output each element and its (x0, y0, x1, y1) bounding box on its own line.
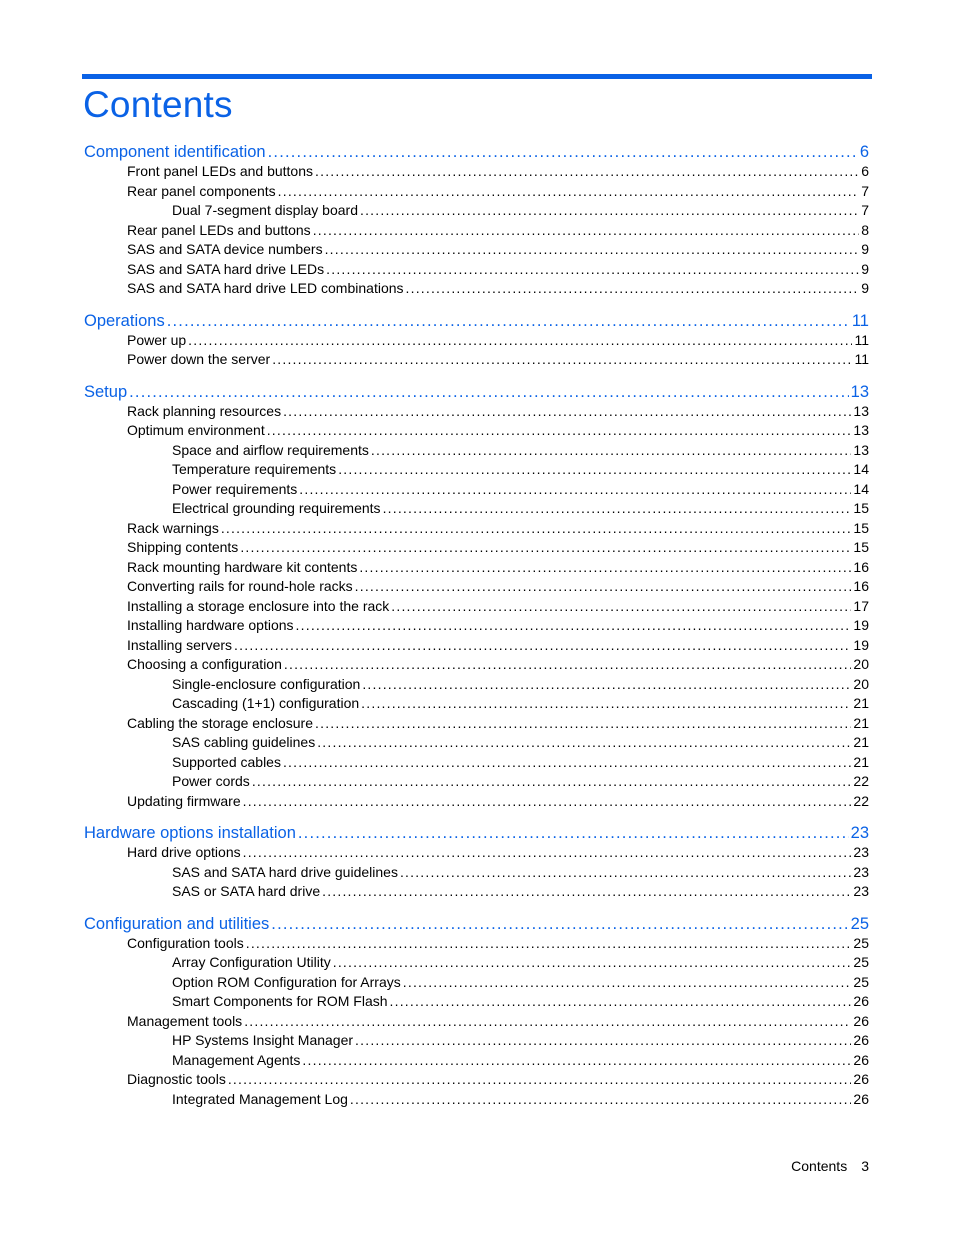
toc-entry-page: 26 (853, 993, 869, 1009)
toc-entry[interactable] (172, 460, 869, 479)
toc-entry-page: 16 (853, 558, 869, 575)
toc-entry-page: 19 (853, 636, 869, 653)
toc-entry-title: Operations (84, 311, 165, 330)
toc-entry[interactable] (127, 240, 869, 259)
toc-entry-title: Single-enclosure configuration (172, 675, 361, 692)
toc-entry-title: SAS and SATA hard drive guidelines (172, 863, 398, 880)
toc-entry-page: 15 (853, 539, 869, 555)
toc-dot-leader (383, 499, 852, 518)
toc-dot-leader (403, 973, 852, 992)
toc-entry[interactable] (127, 714, 869, 733)
toc-entry-page: 9 (861, 260, 869, 277)
toc-entry-page: 14 (853, 461, 869, 477)
toc-entry-title: Smart Components for ROM Flash (172, 993, 388, 1009)
footer-page-number: 3 (861, 1158, 869, 1174)
toc-entry[interactable] (172, 733, 869, 752)
toc-entry-title: SAS cabling guidelines (172, 734, 316, 750)
toc-entry-title: Rack mounting hardware kit contents (127, 558, 358, 575)
toc-entry[interactable] (127, 221, 869, 240)
toc-dot-leader (333, 953, 852, 972)
toc-dot-leader (271, 913, 848, 935)
toc-entry-page: 9 (861, 241, 869, 257)
toc-entry-title: Power up (127, 331, 187, 348)
toc-entry[interactable] (127, 279, 869, 298)
toc-dot-leader (315, 714, 851, 733)
toc-entry-page: 23 (853, 883, 869, 899)
toc-entry-page: 13 (853, 441, 869, 458)
toc-entry-page: 19 (853, 617, 869, 633)
toc-entry-title: Temperature requirements (172, 461, 337, 477)
toc-entry-title: Updating firmware (127, 792, 241, 809)
toc-entry-page: 25 (850, 914, 869, 933)
toc-entry-title: HP Systems Insight Manager (172, 1032, 354, 1048)
toc-entry-title: SAS and SATA hard drive LED combinations (127, 280, 404, 296)
toc-dot-leader (228, 1070, 852, 1089)
toc-section-entry[interactable] (84, 822, 869, 844)
toc-entry-page: 25 (853, 934, 869, 951)
toc-entry-page: 26 (853, 1051, 869, 1068)
toc-entry-page: 20 (853, 656, 869, 672)
toc-entry[interactable] (172, 772, 869, 791)
toc-entry-page: 25 (853, 954, 869, 970)
toc-entry[interactable] (172, 499, 869, 518)
toc-entry[interactable] (172, 480, 869, 499)
toc-entry-page: 16 (853, 578, 869, 594)
toc-dot-leader (296, 616, 852, 635)
toc-entry-page: 26 (853, 1012, 869, 1029)
toc-entry[interactable] (127, 162, 869, 181)
toc-dot-leader (246, 934, 852, 953)
header-rule (82, 74, 872, 79)
toc-entry[interactable] (127, 1012, 869, 1031)
toc-entry-title: Power requirements (172, 480, 298, 497)
toc-entry-page: 15 (853, 500, 869, 516)
toc-entry[interactable] (127, 402, 869, 421)
toc-dot-leader (355, 577, 852, 596)
toc-entry[interactable] (172, 953, 869, 972)
toc-dot-leader (272, 350, 852, 369)
toc-entry-title: Setup (84, 382, 128, 401)
toc-entry-page: 14 (853, 480, 869, 497)
toc-dot-leader (317, 733, 851, 752)
toc-dot-leader (313, 221, 860, 240)
toc-dot-leader (268, 141, 858, 163)
toc-dot-leader (302, 1051, 851, 1070)
toc-dot-leader (167, 310, 850, 332)
toc-dot-leader (371, 441, 852, 460)
footer-label: Contents (791, 1158, 848, 1174)
toc-entry[interactable] (127, 934, 869, 953)
toc-entry[interactable] (172, 753, 869, 772)
toc-dot-leader (359, 558, 851, 577)
toc-dot-leader (326, 260, 859, 279)
toc-entry-title: Array Configuration Utility (172, 954, 331, 970)
toc-entry-title: Component identification (84, 143, 266, 161)
toc-entry-page: 13 (850, 382, 869, 401)
toc-entry-title: Diagnostic tools (127, 1071, 226, 1087)
toc-entry-title: Cabling the storage enclosure (127, 714, 314, 731)
toc-dot-leader (338, 460, 851, 479)
toc-entry[interactable] (172, 1031, 869, 1050)
toc-entry-page: 13 (853, 402, 869, 419)
toc-entry[interactable] (127, 350, 869, 369)
toc-entry-title: Rack warnings (127, 519, 219, 536)
toc-entry[interactable] (172, 441, 869, 460)
toc-entry-page: 22 (853, 792, 869, 809)
toc-entry[interactable] (127, 538, 869, 557)
toc-entry-title: SAS and SATA hard drive LEDs (127, 260, 325, 277)
toc-entry-title: Space and airflow requirements (172, 441, 369, 458)
toc-entry-title: Cascading (1+1) configuration (172, 695, 360, 711)
toc-entry[interactable] (127, 421, 869, 440)
toc-entry-title: Choosing a configuration (127, 656, 282, 672)
toc-dot-leader (243, 792, 852, 811)
toc-dot-leader (283, 753, 851, 772)
toc-dot-leader (355, 1031, 851, 1050)
toc-entry-title: Rear panel LEDs and buttons (127, 221, 311, 238)
toc-dot-leader (325, 240, 860, 259)
toc-entry[interactable] (172, 992, 869, 1011)
toc-dot-leader (315, 162, 859, 181)
toc-entry-title: Rack planning resources (127, 402, 282, 419)
toc-entry-page: 26 (853, 1071, 869, 1087)
toc-entry-page: 11 (854, 331, 869, 348)
toc-entry-title: SAS or SATA hard drive (172, 883, 321, 899)
toc-entry-title: Hardware options installation (84, 824, 296, 842)
toc-entry-page: 20 (853, 675, 869, 692)
toc-dot-leader (391, 597, 851, 616)
toc-entry[interactable] (172, 1051, 869, 1070)
toc-entry-title: Power cords (172, 773, 250, 789)
toc-entry[interactable] (127, 260, 869, 279)
toc-dot-leader (267, 421, 852, 440)
toc-dot-leader (361, 694, 851, 713)
toc-dot-leader (129, 381, 849, 403)
toc-entry-title: Converting rails for round-hole racks (127, 578, 353, 594)
toc-entry-title: Supported cables (172, 753, 281, 770)
toc-entry[interactable] (127, 655, 869, 674)
toc-dot-leader (243, 843, 852, 862)
toc-entry-title: Rear panel components (127, 182, 276, 199)
toc-entry-title: Management tools (127, 1012, 243, 1029)
toc-entry[interactable] (127, 636, 869, 655)
toc-entry-title: Hard drive options (127, 844, 241, 860)
toc-entry-page: 21 (853, 714, 869, 731)
toc-dot-leader (350, 1090, 852, 1109)
toc-dot-leader (298, 822, 849, 844)
toc-entry-page: 6 (859, 143, 869, 161)
toc-entry-title: Configuration tools (127, 934, 244, 951)
toc-entry-page: 8 (861, 221, 869, 238)
toc-entry-page: 6 (861, 163, 869, 179)
toc-entry[interactable] (127, 1070, 869, 1089)
toc-entry-title: Optimum environment (127, 422, 265, 438)
toc-entry[interactable] (172, 694, 869, 713)
toc-entry-title: Power down the server (127, 351, 271, 367)
toc-entry-title: Electrical grounding requirements (172, 500, 381, 516)
toc-entry[interactable] (127, 616, 869, 635)
toc-entry-title: Configuration and utilities (84, 914, 270, 933)
toc-section-entry[interactable] (84, 913, 869, 935)
toc-entry[interactable] (172, 863, 869, 882)
toc-entry-page: 22 (853, 773, 869, 789)
toc-dot-leader (252, 772, 852, 791)
toc-entry-title: Management Agents (172, 1051, 301, 1068)
toc-entry-page: 11 (851, 311, 869, 330)
toc-entry-title: SAS and SATA device numbers (127, 241, 323, 257)
toc-entry-page: 7 (861, 202, 869, 218)
toc-dot-leader (284, 655, 852, 674)
toc-section-entry[interactable] (84, 310, 869, 332)
toc-entry-title: Option ROM Configuration for Arrays (172, 973, 401, 990)
toc-entry-title: Shipping contents (127, 539, 239, 555)
toc-entry-page: 9 (861, 280, 869, 296)
toc-entry-title: Installing hardware options (127, 617, 294, 633)
toc-entry-page: 21 (853, 695, 869, 711)
toc-dot-leader (221, 519, 852, 538)
toc-entry[interactable] (172, 1090, 869, 1109)
toc-entry[interactable] (127, 558, 869, 577)
toc-entry-page: 21 (853, 753, 869, 770)
toc-entry[interactable] (127, 519, 869, 538)
toc-entry[interactable] (127, 792, 869, 811)
toc-entry-page: 25 (853, 973, 869, 990)
toc-entry-page: 23 (850, 824, 869, 842)
toc-entry-title: Installing servers (127, 636, 233, 653)
toc-entry-page: 17 (853, 597, 869, 614)
toc-entry[interactable] (127, 577, 869, 596)
toc-dot-leader (390, 992, 852, 1011)
toc-entry[interactable] (172, 675, 869, 694)
toc-entry-page: 11 (854, 351, 869, 367)
toc-entry-title: Installing a storage enclosure into the rack (127, 597, 390, 614)
toc-entry[interactable] (172, 882, 869, 901)
toc-dot-leader (322, 882, 851, 901)
toc-dot-leader (400, 863, 851, 882)
toc-entry-page: 7 (861, 182, 869, 199)
toc-entry[interactable] (127, 843, 869, 862)
toc-dot-leader (234, 636, 851, 655)
toc-entry-page: 26 (853, 1090, 869, 1107)
toc-dot-leader (244, 1012, 851, 1031)
toc-entry[interactable] (127, 331, 869, 350)
toc-dot-leader (283, 402, 851, 421)
toc-dot-leader (188, 331, 852, 350)
toc-entry-page: 15 (853, 519, 869, 536)
page-footer (777, 1158, 869, 1174)
toc-entry[interactable] (172, 973, 869, 992)
toc-entry-page: 23 (853, 844, 869, 860)
toc-entry-page: 23 (853, 863, 869, 880)
toc-section-entry[interactable] (84, 381, 869, 403)
toc-dot-leader (240, 538, 851, 557)
toc-dot-leader (360, 201, 859, 220)
toc-entry-title: Front panel LEDs and buttons (127, 163, 314, 179)
toc-dot-leader (406, 279, 860, 298)
toc-entry-title: Dual 7-segment display board (172, 202, 358, 218)
toc-entry-title: Integrated Management Log (172, 1090, 348, 1107)
toc-entry[interactable] (127, 182, 869, 201)
toc-dot-leader (362, 675, 851, 694)
toc-entry[interactable] (127, 597, 869, 616)
toc-entry-page: 26 (853, 1032, 869, 1048)
toc-dot-leader (299, 480, 851, 499)
toc-entry-page: 13 (853, 422, 869, 438)
page-title: Contents (83, 84, 233, 125)
toc-entry[interactable] (172, 201, 869, 220)
toc-dot-leader (278, 182, 860, 201)
toc-section-entry[interactable] (84, 141, 869, 163)
toc-entry-page: 21 (853, 734, 869, 750)
